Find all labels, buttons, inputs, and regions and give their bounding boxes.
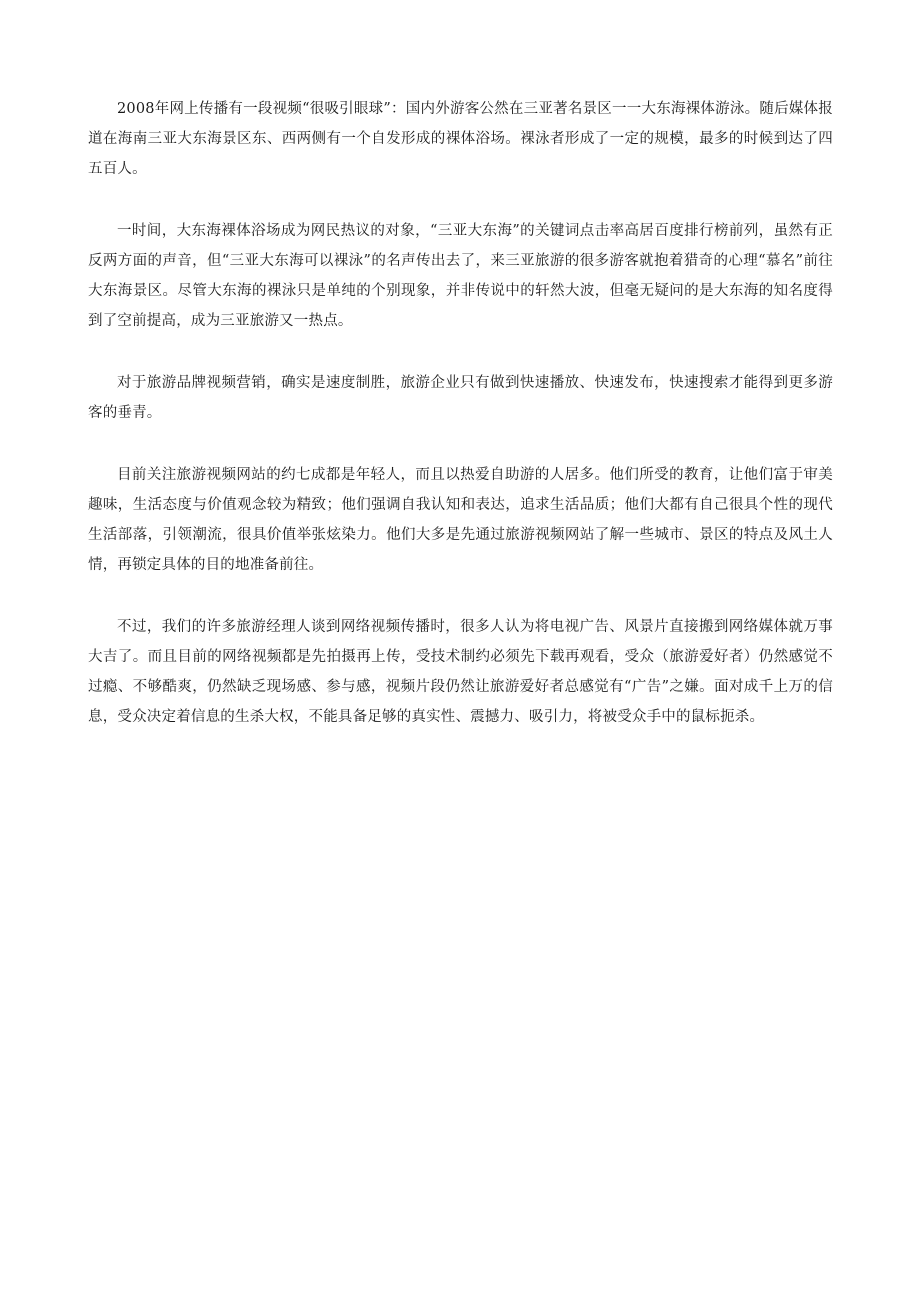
paragraph: 一时间，大东海裸体浴场成为网民热议的对象，“三亚大东海”的关键词点击率高居百度排行榜前列，虽然有正反两方面的声音，但“三亚大东海可以裸泳”的名声传出去了，来三亚旅游的很多游客就抱着猎奇的心理“慕名”前往大东海景区。尽管大东海的裸泳只是单纯的个别现象，并非传说中的轩然大波，但毫无疑问的是大东海的知名度得到了空前提高，成为三亚旅游又一热点。 <box>88 223 833 329</box>
paragraph: 目前关注旅游视频网站的约七成都是年轻人，而且以热爱自助游的人居多。他们所受的教育，让他们富于审美趣味，生活态度与价值观念较为精致；他们强调自我认知和表达，追求生活品质；他们大都有自己很具个性的现代生活部落，引领潮流，很具价值举张炫染力。他们大多是先通过旅游视频网站了解一些城市、景区的特点及风土人情，再锁定具体的目的地准备前往。 <box>88 467 833 573</box>
document-body <box>88 94 833 764</box>
paragraph: 不过，我们的许多旅游经理人谈到网络视频传播时，很多人认为将电视广告、风景片直接搬到网络媒体就万事大吉了。而且目前的网络视频都是先拍摄再上传，受技术制约必须先下载再观看，受众（旅游爱好者）仍然感觉不过瘾、不够酷爽，仍然缺乏现场感、参与感，视频片段仍然让旅游爱好者总感觉有“广告”之嫌。面对成千上万的信息，受众决定着信息的生杀大权，不能具备足够的真实性、震撼力、吸引力，将被受众手中的鼠标扼杀。 <box>88 619 833 725</box>
paragraph: 对于旅游品牌视频营销，确实是速度制胜，旅游企业只有做到快速播放、快速发布，快速搜索才能得到更多游客的垂青。 <box>88 375 833 421</box>
paragraph: 2008年网上传播有一段视频“很吸引眼球”：国内外游客公然在三亚著名景区一一大东海裸体游泳。随后媒体报道在海南三亚大东海景区东、西两侧有一个自发形成的裸体浴场。裸泳者形成了一定的规模，最多的时候到达了四五百人。 <box>88 101 833 177</box>
